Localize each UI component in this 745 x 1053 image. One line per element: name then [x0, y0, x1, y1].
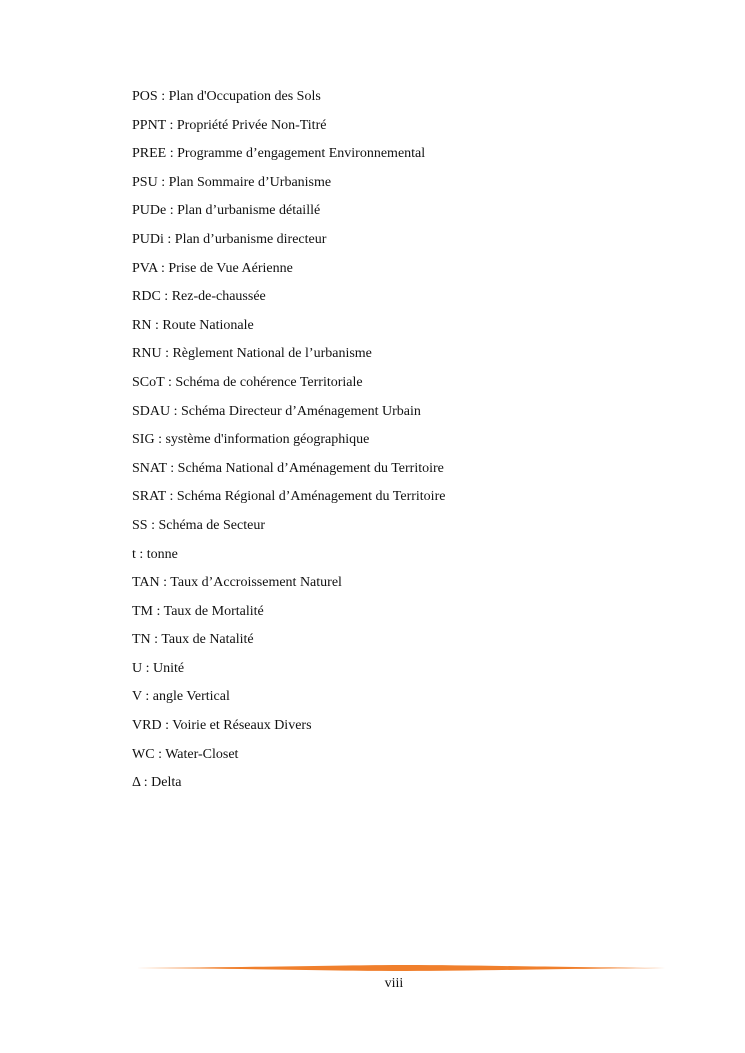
abbreviation-item: [132, 86, 445, 115]
abbreviation-definition: Rez-de-chaussée: [171, 289, 266, 305]
abbreviation-item: [132, 258, 445, 287]
footer-decorative-rule: [136, 963, 676, 973]
abbreviation-separator: :: [141, 689, 153, 705]
abbreviation-term: SIG: [132, 432, 155, 448]
abbreviation-separator: :: [140, 775, 152, 791]
abbreviation-item: [132, 172, 445, 201]
abbreviation-separator: :: [142, 660, 154, 676]
abbreviation-term: TAN: [132, 575, 160, 591]
abbreviation-item: [132, 229, 445, 258]
abbreviation-definition: Taux de Mortalité: [163, 603, 264, 619]
abbreviation-term: SDAU: [132, 403, 171, 419]
abbreviation-item: [132, 372, 445, 401]
abbreviation-definition: Schéma de Secteur: [158, 517, 265, 533]
abbreviation-definition: Taux d’Accroissement Naturel: [170, 575, 342, 591]
abbreviation-term: PREE: [132, 146, 167, 162]
abbreviation-term: RDC: [132, 289, 161, 305]
page-number: viii: [384, 976, 404, 991]
abbreviation-separator: :: [164, 374, 176, 390]
abbreviation-term: Δ: [132, 775, 141, 791]
abbreviation-separator: :: [150, 632, 162, 648]
abbreviation-separator: :: [161, 718, 173, 734]
abbreviation-separator: :: [157, 260, 169, 276]
abbreviation-separator: :: [151, 317, 163, 333]
abbreviation-separator: :: [165, 117, 177, 133]
abbreviation-term: SCoT: [132, 374, 165, 390]
abbreviation-item: [132, 486, 445, 515]
abbreviation-separator: :: [165, 489, 177, 505]
abbreviation-definition: angle Vertical: [152, 689, 230, 705]
abbreviation-definition: Unité: [153, 660, 185, 676]
abbreviation-term: RN: [132, 317, 152, 333]
abbreviation-term: SNAT: [132, 460, 167, 476]
abbreviation-item: [132, 572, 445, 601]
abbreviation-separator: :: [153, 603, 164, 619]
abbreviation-definition: Water-Closet: [165, 746, 239, 762]
abbreviation-separator: :: [157, 89, 169, 104]
abbreviation-term: SS: [132, 517, 148, 533]
abbreviation-separator: :: [160, 289, 172, 305]
abbreviation-term: POS: [132, 89, 158, 104]
abbreviation-definition: Route Nationale: [162, 317, 254, 333]
abbreviation-separator: :: [157, 174, 169, 190]
abbreviation-term: U: [132, 660, 143, 676]
abbreviation-item: [132, 744, 445, 773]
abbreviation-definition: Programme d’engagement Environnemental: [177, 146, 426, 162]
abbreviation-definition: Delta: [151, 775, 182, 791]
abbreviation-separator: :: [163, 231, 175, 247]
abbreviation-separator: :: [154, 746, 166, 762]
abbreviation-term: PUDe: [132, 203, 167, 219]
abbreviation-term: t: [132, 546, 136, 562]
abbreviation-definition: système d'information géographique: [165, 432, 370, 448]
abbreviation-item: [132, 429, 445, 458]
abbreviation-definition: Schéma de cohérence Territoriale: [175, 374, 363, 390]
abbreviation-definition: Schéma Directeur d’Aménagement Urbain: [181, 403, 421, 419]
abbreviation-item: [132, 686, 445, 715]
abbreviation-separator: :: [161, 346, 173, 362]
abbreviation-definition: Plan d’urbanisme détaillé: [177, 203, 321, 219]
abbreviation-term: WC: [132, 746, 155, 762]
abbreviation-item: [132, 143, 445, 172]
abbreviation-separator: :: [166, 203, 178, 219]
abbreviation-definition: Plan Sommaire d’Urbanisme: [168, 174, 332, 190]
abbreviation-term: VRD: [132, 718, 162, 734]
abbreviation-item: [132, 343, 445, 372]
abbreviation-item: [132, 772, 445, 801]
abbreviation-item: [132, 658, 445, 687]
abbreviation-item: [132, 200, 445, 229]
abbreviation-term: TN: [132, 632, 151, 648]
abbreviation-term: PSU: [132, 174, 158, 190]
abbreviation-separator: :: [166, 460, 178, 476]
abbreviation-list: [132, 86, 445, 801]
abbreviation-definition: Voirie et Réseaux Divers: [172, 718, 312, 734]
abbreviation-separator: :: [154, 432, 166, 448]
abbreviation-term: RNU: [132, 346, 162, 362]
abbreviation-item: [132, 715, 445, 744]
abbreviation-definition: Plan d'Occupation des Sols: [168, 89, 321, 104]
abbreviation-term: PVA: [132, 260, 158, 276]
abbreviation-item: [132, 544, 445, 573]
abbreviation-definition: Schéma National d’Aménagement du Territoire: [177, 460, 444, 476]
abbreviation-definition: Schéma Régional d’Aménagement du Territoire: [176, 489, 446, 505]
abbreviation-definition: Plan d’urbanisme directeur: [174, 231, 327, 247]
abbreviation-separator: :: [159, 575, 171, 591]
abbreviation-item: [132, 286, 445, 315]
abbreviation-separator: :: [166, 146, 178, 162]
abbreviation-item: [132, 315, 445, 344]
abbreviation-definition: Propriété Privée Non-Titré: [176, 117, 327, 133]
abbreviation-item: [132, 115, 445, 144]
abbreviation-definition: tonne: [146, 546, 178, 562]
abbreviation-item: [132, 629, 445, 658]
abbreviation-term: TM: [132, 603, 153, 619]
abbreviation-item: [132, 458, 445, 487]
abbreviation-term: PPNT: [132, 117, 166, 133]
abbreviation-definition: Règlement National de l’urbanisme: [172, 346, 372, 362]
abbreviation-separator: :: [147, 517, 159, 533]
abbreviation-separator: :: [170, 403, 182, 419]
abbreviation-definition: Prise de Vue Aérienne: [168, 260, 293, 276]
abbreviation-item: [132, 601, 445, 630]
abbreviation-term: PUDi: [132, 231, 164, 247]
footer-rule-swoosh: [136, 965, 676, 971]
abbreviation-term: V: [132, 689, 142, 705]
abbreviation-definition: Taux de Natalité: [161, 632, 254, 648]
abbreviation-item: [132, 515, 445, 544]
abbreviation-item: [132, 401, 445, 430]
abbreviation-separator: :: [135, 546, 147, 562]
abbreviation-term: SRAT: [132, 489, 166, 505]
